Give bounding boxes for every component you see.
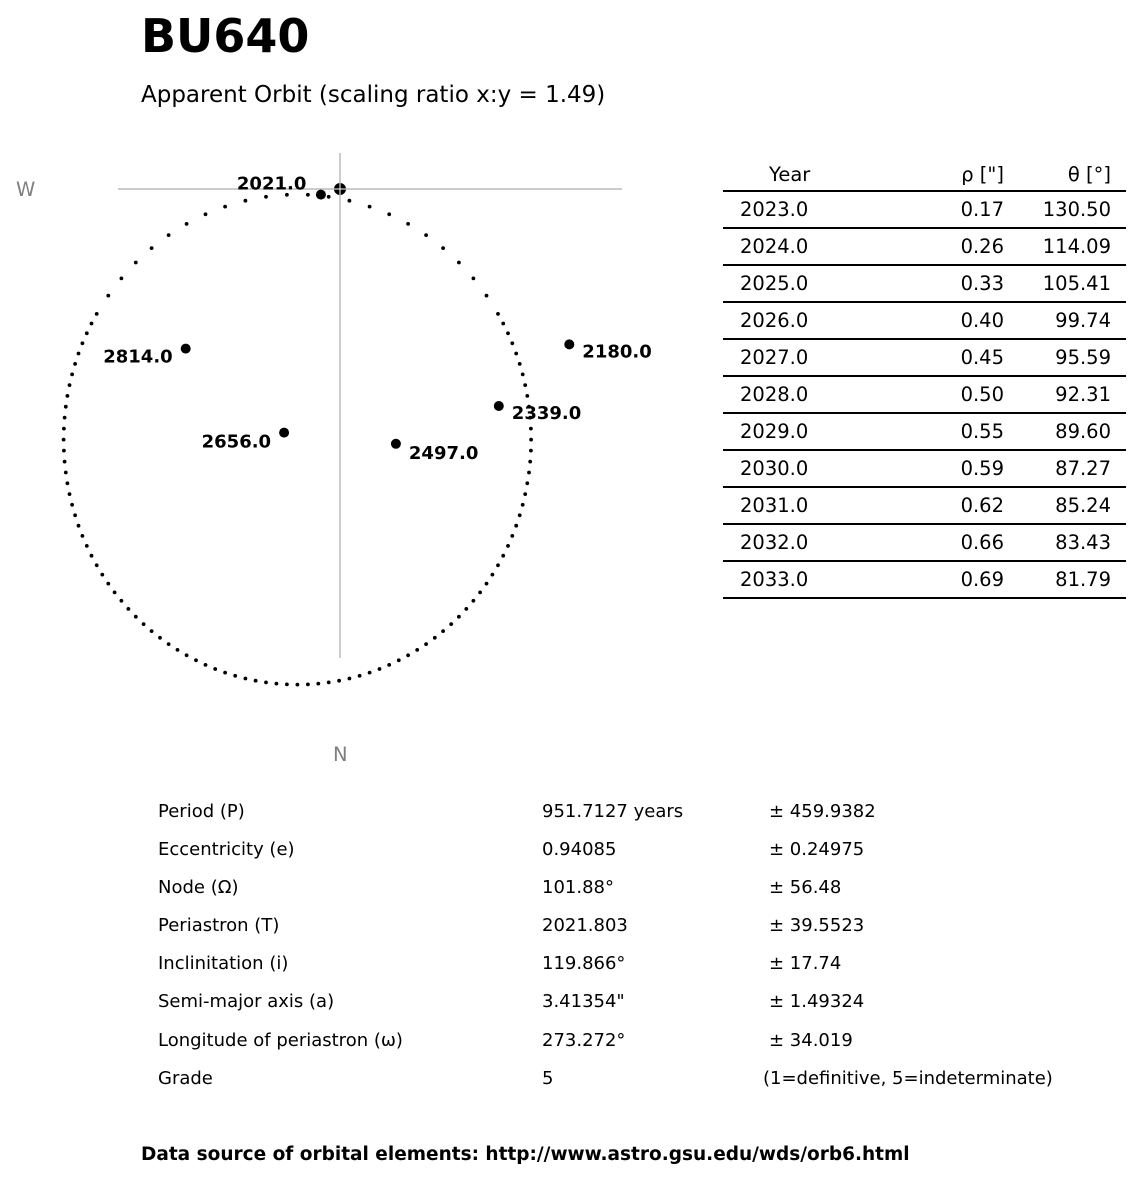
table-row (723, 487, 1126, 524)
orbit-dot (70, 503, 74, 507)
orbit-dot (501, 554, 505, 558)
orbit-dot (85, 331, 89, 335)
orbit-dot (167, 233, 171, 237)
epoch-label: 2180.0 (582, 341, 652, 363)
element-name: Longitude of periastron (ω) (158, 1029, 403, 1051)
cell-theta: 99.74 (1004, 302, 1126, 339)
orbit-dot (387, 212, 391, 216)
cell-year: 2030.0 (723, 450, 892, 487)
element-name: Semi-major axis (a) (158, 991, 335, 1013)
orbit-dot (68, 383, 72, 387)
element-name: Eccentricity (e) (158, 839, 295, 861)
element-value: 3.41354" (542, 991, 625, 1013)
orbit-dot (95, 563, 99, 567)
element-value: 0.94085 (542, 839, 617, 861)
orbit-dot (424, 642, 428, 646)
orbit-dot (106, 582, 110, 586)
epoch-marker (494, 401, 504, 411)
orbit-dot (63, 416, 67, 420)
cell-rho: 0.26 (892, 228, 1004, 265)
orbit-dot (337, 679, 341, 683)
orbit-dot (73, 513, 77, 517)
epoch-label: 2814.0 (103, 346, 173, 368)
element-error: ± 0.24975 (769, 839, 865, 861)
orbit-dot (523, 383, 527, 387)
table-row (723, 524, 1126, 561)
orbit-dot (264, 195, 268, 199)
orbit-dot (424, 233, 428, 237)
element-name: Inclinitation (i) (158, 953, 289, 975)
cell-theta: 105.41 (1004, 265, 1126, 302)
element-error: ± 17.74 (769, 953, 842, 975)
orbit-dot (368, 671, 372, 675)
table-row (723, 376, 1126, 413)
cell-rho: 0.62 (892, 487, 1004, 524)
element-error: ± 459.9382 (769, 801, 876, 822)
orbit-dot (478, 591, 482, 595)
element-error: ± 56.48 (769, 877, 842, 899)
table-row (723, 265, 1126, 302)
orbit-dot (150, 246, 154, 250)
cell-rho: 0.59 (892, 450, 1004, 487)
orbit-dot (397, 658, 401, 662)
orbit-dot (64, 471, 68, 475)
orbit-dot (194, 658, 198, 662)
orbit-dot (496, 312, 500, 316)
col-theta: θ [°] (1004, 158, 1126, 191)
element-value: 273.272° (542, 1029, 626, 1051)
orbit-dot (62, 449, 66, 453)
orbit-dot (529, 427, 533, 431)
element-value: 101.88° (542, 877, 614, 899)
epoch-labels (103, 174, 652, 464)
cell-year: 2032.0 (723, 524, 892, 561)
north-label: N (333, 743, 348, 766)
orbit-dot (100, 573, 104, 577)
orbit-dot (368, 205, 372, 209)
orbit-dots (62, 193, 533, 687)
orbit-dot (73, 362, 77, 366)
cell-year: 2027.0 (723, 339, 892, 376)
orbit-dot (518, 362, 522, 366)
orbit-dot (348, 677, 352, 681)
table-row (723, 413, 1126, 450)
orbit-dot (485, 294, 489, 298)
orbit-dot (378, 667, 382, 671)
orbit-dot (120, 277, 124, 281)
orbit-dot (90, 322, 94, 326)
orbit-dot (81, 534, 85, 538)
orbit-dot (523, 492, 527, 496)
element-value: 119.866° (542, 953, 626, 975)
orbit-dot (521, 373, 525, 377)
orbit-dot (306, 193, 310, 197)
orbit-dot (506, 331, 510, 335)
orbit-dot (472, 599, 476, 603)
cell-year: 2025.0 (723, 265, 892, 302)
cell-rho: 0.50 (892, 376, 1004, 413)
cell-theta: 114.09 (1004, 228, 1126, 265)
orbit-dot (63, 460, 67, 464)
orbit-dot (472, 277, 476, 281)
orbit-dot (348, 199, 352, 203)
cell-theta: 81.79 (1004, 561, 1126, 598)
orbit-dot (81, 341, 85, 345)
element-value: 5 (542, 1067, 554, 1089)
orbit-dot (496, 563, 500, 567)
orbit-dot (204, 663, 208, 667)
orbit-dot (441, 629, 445, 633)
element-value: 951.7127 years (542, 801, 684, 822)
element-name: Period (P) (158, 801, 245, 822)
ephemeris-table (723, 158, 1126, 599)
orbit-dot (415, 648, 419, 652)
orbit-dot (275, 682, 279, 686)
cell-rho: 0.55 (892, 413, 1004, 450)
orbit-dot (457, 261, 461, 265)
cell-rho: 0.40 (892, 302, 1004, 339)
element-value: 2021.803 (542, 915, 628, 937)
epoch-marker (181, 344, 191, 354)
element-error: ± 34.019 (769, 1029, 853, 1051)
orbit-dot (62, 427, 66, 431)
element-error: ± 1.49324 (769, 991, 865, 1013)
orbit-dot (244, 677, 248, 681)
orbit-dot (77, 524, 81, 528)
orbit-dot (85, 544, 89, 548)
element-name: Periastron (T) (158, 915, 280, 937)
orbit-dot (521, 503, 525, 507)
orbit-dot (485, 582, 489, 586)
ephemeris-header-row (723, 158, 1126, 191)
orbit-dot (176, 648, 180, 652)
orbit-dot (185, 653, 189, 657)
orbit-dot (501, 322, 505, 326)
cell-rho: 0.17 (892, 191, 1004, 228)
orbit-dot (527, 471, 531, 475)
orbit-dot (514, 352, 518, 356)
chart-subtitle: Apparent Orbit (scaling ratio x:y = 1.49) (141, 82, 606, 108)
element-name: Node (Ω) (158, 877, 239, 899)
orbit-dot (510, 341, 514, 345)
cell-year: 2033.0 (723, 561, 892, 598)
cell-theta: 92.31 (1004, 376, 1126, 413)
col-rho: ρ ["] (892, 158, 1004, 191)
orbit-dot (126, 607, 130, 611)
element-error: (1=definitive, 5=indeterminate) (763, 1067, 1053, 1089)
orbit-dot (158, 636, 162, 640)
orbit-dot (506, 544, 510, 548)
epoch-marker (279, 428, 289, 438)
cell-theta: 85.24 (1004, 487, 1126, 524)
orbit-dot (529, 438, 533, 442)
orbit-dot (233, 674, 237, 678)
orbit-dot (306, 683, 310, 687)
epoch-label: 2656.0 (201, 431, 272, 453)
orbit-dot (387, 663, 391, 667)
table-row (723, 450, 1126, 487)
col-year: Year (723, 158, 892, 191)
element-error: ± 39.5523 (769, 915, 865, 937)
cell-rho: 0.66 (892, 524, 1004, 561)
cell-rho: 0.69 (892, 561, 1004, 598)
orbit-dot (316, 682, 320, 686)
orbit-dot (406, 653, 410, 657)
epoch-marker (316, 190, 326, 200)
orbit-dot (525, 394, 529, 398)
orbit-dot (213, 667, 217, 671)
orbit-plot (0, 0, 720, 780)
cell-year: 2023.0 (723, 191, 892, 228)
orbit-dot (90, 554, 94, 558)
orbit-dot (134, 261, 138, 265)
orbit-dot (77, 352, 81, 356)
orbit-dot (66, 481, 70, 485)
orbit-dot (525, 481, 529, 485)
orbit-dot (433, 636, 437, 640)
orbit-dot (514, 524, 518, 528)
orbit-dot (120, 599, 124, 603)
cell-rho: 0.45 (892, 339, 1004, 376)
orbit-dot (254, 679, 258, 683)
cell-year: 2028.0 (723, 376, 892, 413)
table-row (723, 228, 1126, 265)
orbit-dot (528, 460, 532, 464)
orbit-dot (406, 222, 410, 226)
orbit-dot (327, 681, 331, 685)
data-source-note: Data source of orbital elements: http://www.astro.gsu.edu/wds/orb6.html (141, 1144, 910, 1165)
orbit-dot (457, 615, 461, 619)
table-row (723, 191, 1126, 228)
orbit-dot (285, 683, 289, 687)
orbit-dot (464, 607, 468, 611)
cell-theta: 87.27 (1004, 450, 1126, 487)
cell-year: 2024.0 (723, 228, 892, 265)
orbit-dot (518, 513, 522, 517)
cell-year: 2031.0 (723, 487, 892, 524)
table-row (723, 302, 1126, 339)
orbit-dot (327, 195, 331, 199)
orbit-dot (113, 591, 117, 595)
orbit-dot (296, 683, 300, 687)
epoch-label: 2497.0 (408, 442, 479, 464)
orbit-dot (62, 438, 66, 442)
cell-theta: 130.50 (1004, 191, 1126, 228)
orbit-dot (264, 681, 268, 685)
orbit-dot (95, 312, 99, 316)
cell-theta: 89.60 (1004, 413, 1126, 450)
table-row (723, 339, 1126, 376)
orbit-dot (150, 629, 154, 633)
orbit-dot (491, 573, 495, 577)
orbit-dot (106, 294, 110, 298)
orbit-dot (441, 246, 445, 250)
epoch-marker (564, 339, 574, 349)
orbit-dot (68, 492, 72, 496)
cell-year: 2026.0 (723, 302, 892, 339)
orbit-dot (66, 394, 70, 398)
element-name: Grade (158, 1067, 213, 1089)
orbit-dot (510, 534, 514, 538)
orbit-dot (167, 642, 171, 646)
orbit-dot (204, 212, 208, 216)
cell-rho: 0.33 (892, 265, 1004, 302)
orbit-dot (244, 199, 248, 203)
orbit-dot (64, 405, 68, 409)
orbit-dot (223, 671, 227, 675)
orbit-dot (142, 622, 146, 626)
cell-year: 2029.0 (723, 413, 892, 450)
page-title: BU640 (141, 9, 310, 63)
orbit-dot (358, 674, 362, 678)
orbit-dot (223, 205, 227, 209)
orbit-dot (449, 622, 453, 626)
epoch-label: 2339.0 (511, 403, 582, 424)
cell-theta: 83.43 (1004, 524, 1126, 561)
cell-theta: 95.59 (1004, 339, 1126, 376)
table-row (723, 561, 1126, 598)
epoch-label: 2021.0 (236, 173, 307, 195)
epoch-marker (391, 439, 401, 449)
orbit-dot (134, 615, 138, 619)
orbit-dot (185, 222, 189, 226)
orbit-dot (529, 449, 533, 453)
west-label: W (16, 178, 36, 201)
orbit-dot (70, 373, 74, 377)
